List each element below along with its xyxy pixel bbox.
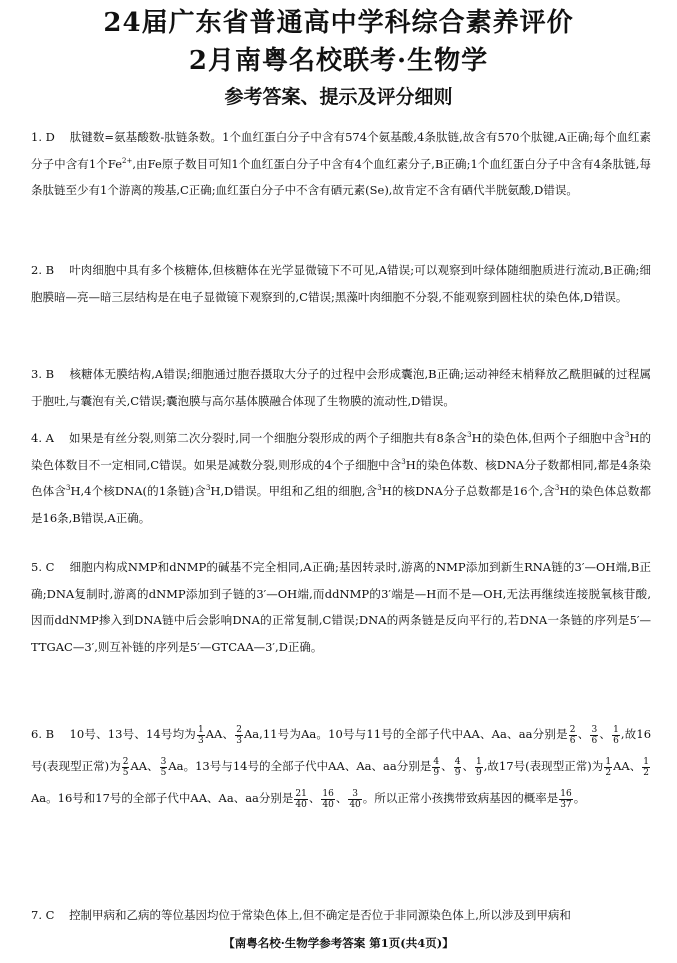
answer-item-2 <box>31 257 651 310</box>
fraction: $\frac{1}{9}$ <box>475 756 482 778</box>
answer-text: 肽键数=氨基酸数-肽链条数。1个血红蛋白分子中含有574个氨基酸,4条肽链,故含有570个肽键,A正确;每个血红素分子中含有1个Fe <box>31 130 651 171</box>
fraction: $\frac{1}{2}$ <box>643 756 649 778</box>
separator: 、 <box>577 727 590 741</box>
answer-text: AA、 <box>205 727 235 741</box>
answer-text: H,D错误。甲组和乙组的细胞,含 <box>210 484 378 498</box>
answer-label: 3. B <box>31 367 55 381</box>
answer-text: Aa。16号和17号的全部子代中AA、Aa、aa分别是 <box>31 791 294 805</box>
fraction: $\frac{3}{6}$ <box>591 724 598 746</box>
fraction: $\frac{3}{40}$ <box>349 788 361 810</box>
answer-text: AA、 <box>613 759 642 773</box>
answer-item-5 <box>31 554 651 660</box>
separator: 、 <box>335 791 348 805</box>
fraction: $\frac{4}{9}$ <box>454 756 461 778</box>
fraction: $\frac{16}{37}$ <box>560 788 572 810</box>
answer-label: 7. C <box>31 908 55 922</box>
fraction: $\frac{2}{6}$ <box>569 724 576 746</box>
answer-text: 控制甲病和乙病的等位基因均位于常染色体上,但不确定是否位于非同源染色体上,所以涉及到甲病和 <box>69 908 571 922</box>
superscript: 3 <box>205 484 211 493</box>
answer-text: 细胞内构成NMP和dNMP的碱基不完全相同,A正确;基因转录时,游离的NMP添加到新生RNA链的3′—OH端,B正确;DNA复制时,游离的dNMP添加到子链的3′—OH端,而ddNMP的3′端是—H而不是—OH,无法再继续连接脱氧核苷酸,因而ddNMP掺入到DNA链中后会影响DNA的正常复制,C错误;DNA的两条链是反向平行的,若DNA一条链的序列是5′—TTGAC—3′,则互补链的序列是5′—GTCAA—3′,D正确。 <box>31 560 651 654</box>
answer-label: 4. A <box>31 431 54 445</box>
page-title: 24届广东省普通高中学科综合素养评价 <box>103 8 574 38</box>
answer-label: 5. C <box>31 560 55 574</box>
superscript: 3 <box>377 484 382 493</box>
answer-text: H的核DNA分子总数都是16个,含 <box>381 484 555 498</box>
answer-label: 1. D <box>31 130 55 144</box>
answer-item-6 <box>31 718 651 814</box>
answer-text: 如果是有丝分裂,则第二次分裂时,同一个细胞分裂形成的两个子细胞共有8条含 <box>69 431 468 445</box>
answer-text: ,由Fe原子数目可知1个血红蛋白分子中含有4个血红素分子,B正确;1个血红蛋白分子中含有4条肽链,每条肽链至少有1个游离的羧基,C正确;血红蛋白分子中不含有硒元素(Se),故肯定不含有硒代半胱氨酸,D错误。 <box>31 156 651 197</box>
answer-text: 核糖体无膜结构,A错误;细胞通过胞吞摄取大分子的过程中会形成囊泡,B正确;运动神经末梢释放乙酰胆碱的过程属于胞吐,与囊泡有关,C错误;囊泡膜与高尔基体膜融合体现了生物膜的流动性,D错误。 <box>31 367 652 408</box>
answer-text: 。所以正常小孩携带致病基因的概率是 <box>362 791 559 805</box>
answer-heading: 参考答案、提示及评分细则 <box>224 86 453 108</box>
answer-item-4 <box>31 425 651 531</box>
answer-item-1 <box>31 124 651 204</box>
superscript: 3 <box>624 431 630 440</box>
answer-text: ,故17号(表现型正常)为 <box>483 759 604 773</box>
answer-text: Aa。13号与14号的全部子代中AA、Aa、aa分别是 <box>168 759 432 773</box>
fraction: $\frac{3}{5}$ <box>160 756 167 778</box>
answer-text: ,故16号(表现型正常)为 <box>31 727 652 773</box>
superscript: 3 <box>467 431 472 440</box>
answer-text: H的染色体总数都是16条,B错误,A正确。 <box>31 484 652 525</box>
separator: 、 <box>441 759 453 773</box>
separator: 、 <box>599 727 612 741</box>
answer-label: 2. B <box>31 263 55 277</box>
exam-subtitle: 2月南粤名校联考·生物学 <box>188 46 489 76</box>
fraction: $\frac{16}{40}$ <box>322 788 334 810</box>
answer-text: 。 <box>573 791 586 805</box>
fraction: $\frac{2}{5}$ <box>122 756 129 778</box>
answer-item-7 <box>31 902 651 929</box>
answer-text: 叶肉细胞中具有多个核糖体,但核糖体在光学显微镜下不可见,A错误;可以观察到叶绿体随细胞质进行流动,B正确;细胞膜暗—亮—暗三层结构是在电子显微镜下观察到的,C错误;黑藻叶肉细胞不分裂,不能观察到圆柱状的染色体,D错误。 <box>31 263 652 304</box>
superscript: 3 <box>554 484 560 493</box>
fraction: $\frac{4}{9}$ <box>433 756 440 778</box>
fraction: $\frac{1}{2}$ <box>605 756 612 778</box>
separator: 、 <box>462 759 474 773</box>
superscript: 3 <box>65 484 71 493</box>
answer-text: H的染色体,但两个子细胞中含 <box>471 431 625 445</box>
superscript: 3 <box>401 457 406 466</box>
answer-text: Aa,11号为Aa。10号与11号的全部子代中AA、Aa、aa分别是 <box>244 727 568 741</box>
answer-label: 6. B <box>31 727 55 741</box>
fraction: $\frac{1}{6}$ <box>613 724 619 746</box>
fraction: $\frac{21}{40}$ <box>295 788 307 810</box>
fraction: $\frac{2}{3}$ <box>236 724 242 746</box>
page-footer: 【南粤名校·生物学参考答案 第1页(共4页)】 <box>223 936 454 950</box>
answer-item-3 <box>31 361 651 414</box>
separator: 、 <box>308 791 321 805</box>
answer-text: H的染色体数目不一定相同,C错误。如果是减数分裂,则形成的4个子细胞中含 <box>31 431 652 472</box>
answer-text: H的染色体数、核DNA分子数都相同,都是4条染色体含 <box>31 457 651 498</box>
fraction: $\frac{1}{3}$ <box>198 724 204 746</box>
answer-text: AA、 <box>130 759 159 773</box>
answer-text: H,4个核DNA(的1条链)含 <box>70 484 206 498</box>
answer-text: 10号、13号、14号均为 <box>69 727 196 741</box>
superscript: 2+ <box>122 156 133 165</box>
